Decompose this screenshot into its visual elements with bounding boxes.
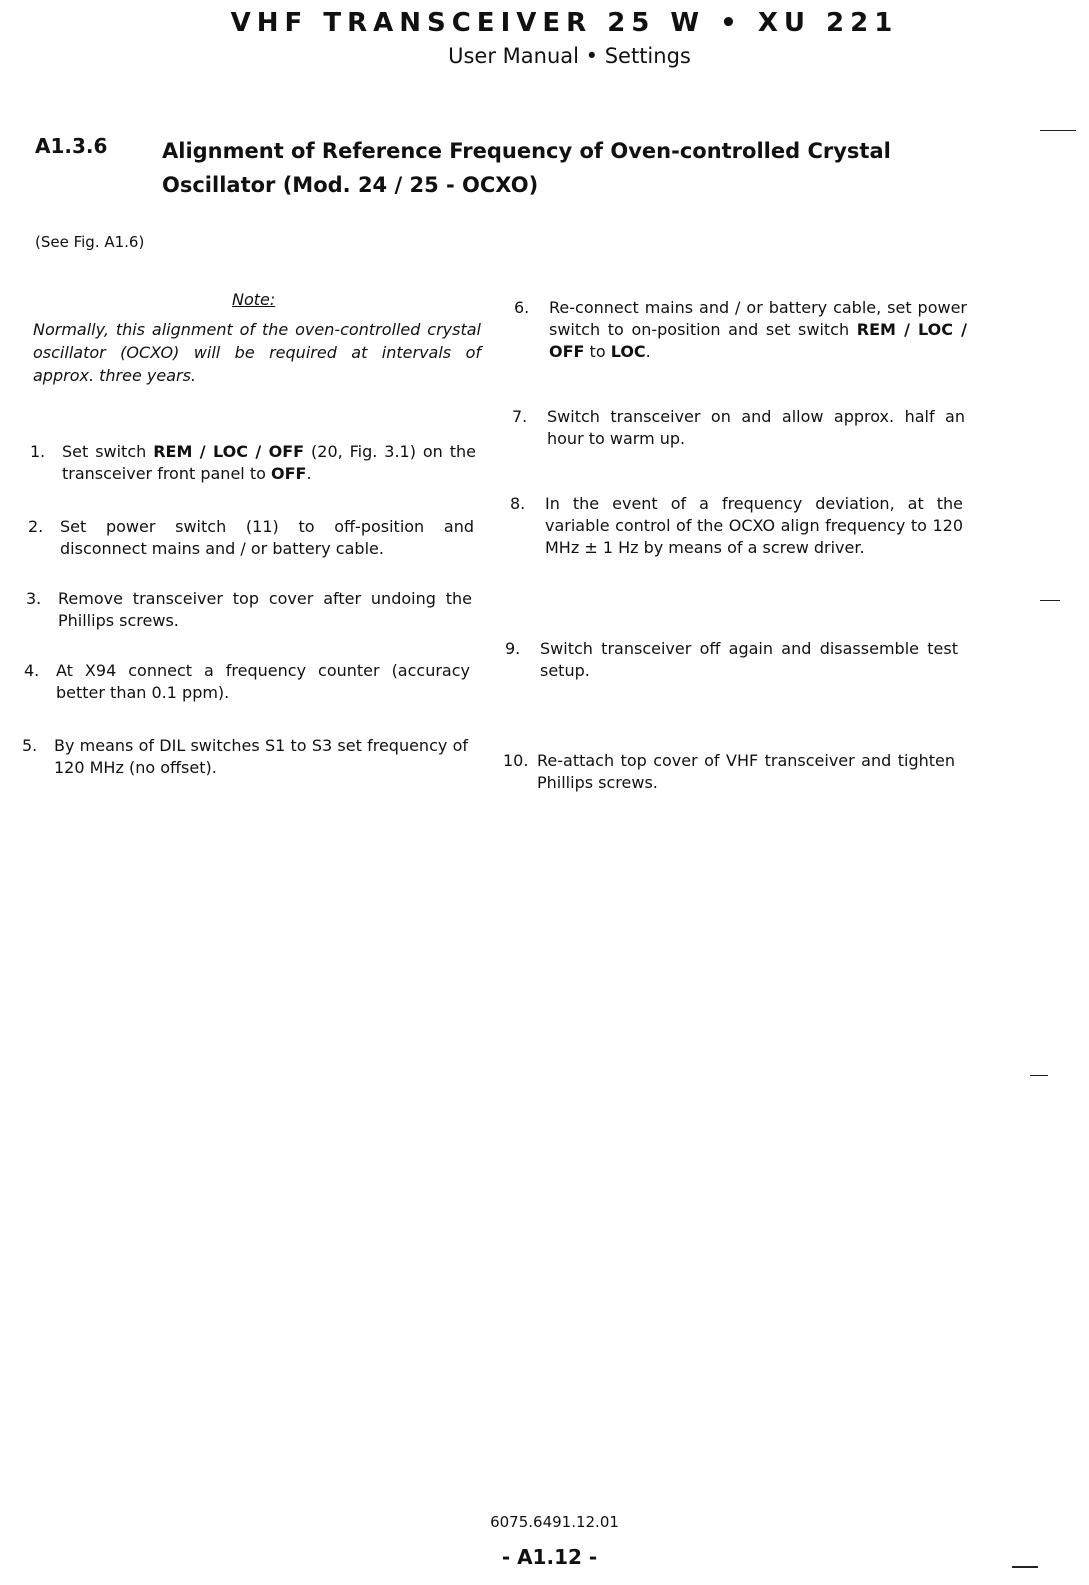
step-number: 3. — [26, 589, 42, 608]
scan-mark — [1012, 1566, 1038, 1568]
step-number: 7. — [512, 407, 528, 426]
step-number: 8. — [510, 494, 526, 513]
step-text: Set power switch (11) to off-position and disconnect mains and / or battery cable. — [60, 517, 474, 558]
step-number: 2. — [28, 517, 44, 536]
step-number: 4. — [24, 661, 40, 680]
step-text: Re-connect mains and / or battery cable, set power switch to on-position and set switch REM / LOC / OFF to LOC. — [549, 298, 967, 361]
scan-mark — [1030, 1075, 1048, 1076]
step-number: 6. — [514, 298, 530, 317]
note-text: Normally, this alignment of the oven-controlled crystal oscillator (OCXO) will be required at intervals of approx. three years. — [33, 320, 481, 385]
step-text: By means of DIL switches S1 to S3 set frequency of 120 MHz (no offset). — [54, 736, 468, 777]
step-text: Re-attach top cover of VHF transceiver and tighten Phillips screws. — [537, 751, 955, 792]
note-heading: Note: — [232, 290, 276, 309]
step-number: 10. — [503, 751, 529, 770]
page-number: - A1.12 - — [501, 1545, 598, 1569]
document-header-title: VHF TRANSCEIVER 25 W • XU 221 — [230, 8, 899, 38]
step-text: In the event of a frequency deviation, at the variable control of the OCXO align frequency to 120 MHz ± 1 Hz by means of a screw driver. — [545, 494, 963, 557]
step-text: Switch transceiver on and allow approx. half an hour to warm up. — [547, 407, 965, 448]
step-text: Set switch REM / LOC / OFF (20, Fig. 3.1) on the transceiver front panel to OFF. — [62, 442, 476, 483]
section-number: A1.3.6 — [35, 134, 108, 158]
section-title-line-2: Oscillator (Mod. 24 / 25 - OCXO) — [162, 173, 539, 197]
step-number: 9. — [505, 639, 521, 658]
section-title — [162, 134, 902, 202]
document-code: 6075.6491.12.01 — [490, 1513, 619, 1531]
step-text: At X94 connect a frequency counter (accuracy better than 0.1 ppm). — [56, 661, 470, 702]
step-number: 5. — [22, 736, 38, 755]
section-title-line-1: Alignment of Reference Frequency of Oven-controlled Crystal — [162, 139, 891, 163]
step-text: Switch transceiver off again and disassemble test setup. — [540, 639, 958, 680]
scan-mark — [1040, 600, 1060, 601]
step-number: 1. — [30, 442, 46, 461]
scan-mark — [1040, 130, 1076, 131]
document-header-subtitle: User Manual • Settings — [448, 44, 691, 68]
figure-reference: (See Fig. A1.6) — [35, 233, 145, 251]
step-text: Remove transceiver top cover after undoing the Phillips screws. — [58, 589, 472, 630]
